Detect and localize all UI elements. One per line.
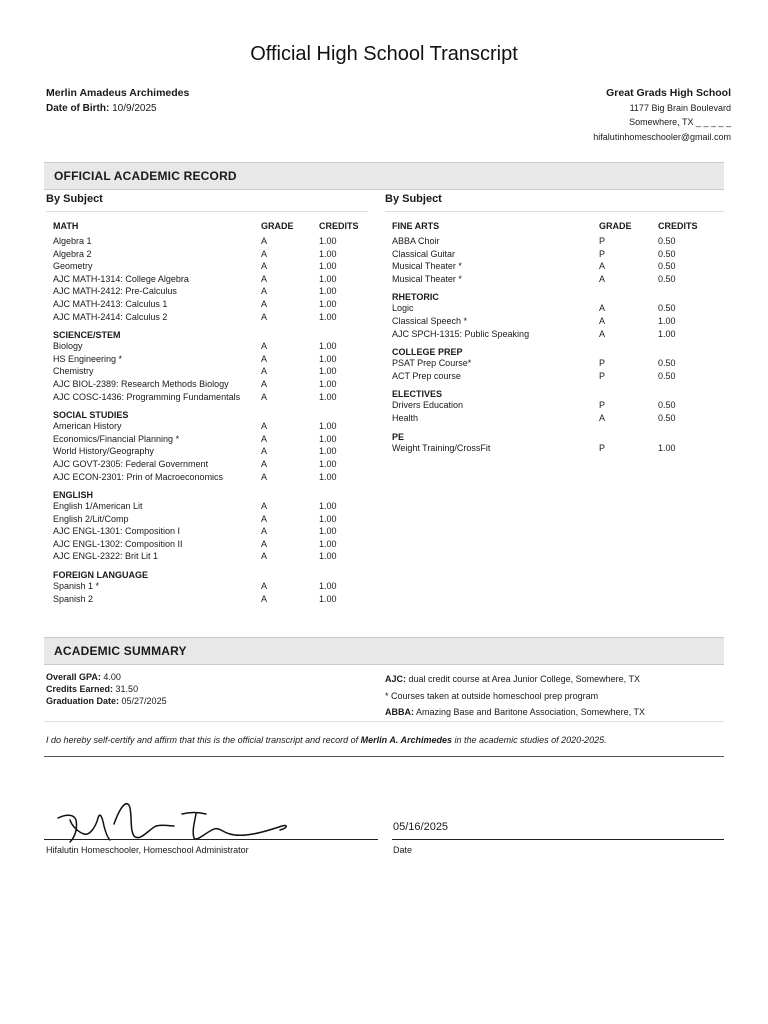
course-name: Economics/Financial Planning * [53,433,180,444]
course-name: AJC ECON-2301: Prin of Macroeconomics [53,471,224,482]
student-name: Merlin Amadeus Archimedes [46,87,190,99]
credits-label: Credits Earned: [46,684,114,694]
table-row [53,312,373,325]
note-ajc [385,671,645,688]
course-grade: A [261,311,268,322]
table-row [53,354,373,367]
section-label: PE [392,431,405,442]
school-info [593,86,731,144]
course-name: Classical Guitar [392,248,456,259]
certification-divider [44,756,724,757]
course-grade: P [599,442,606,453]
course-grade: A [261,286,268,297]
course-grade: A [261,513,268,524]
course-name: PSAT Prep Course* [392,358,472,369]
summary-stats [46,671,167,707]
course-name: HS Engineering * [53,353,123,364]
course-credits: 1.00 [319,551,337,562]
table-row [53,514,373,527]
course-name: Algebra 1 [53,236,92,246]
course-credits: 0.50 [658,400,676,411]
course-grade: A [261,458,268,469]
table-row [53,236,373,249]
academic-record-title: OFFICIAL ACADEMIC RECORD [54,169,237,183]
course-credits: 0.50 [658,303,676,314]
course-grade: A [261,526,268,537]
course-credits: 0.50 [658,358,676,369]
grade-header: GRADE [599,221,632,231]
academic-summary-header [44,637,724,665]
course-grade: A [261,341,268,352]
gpa-value: 4.00 [103,672,121,682]
right-by-subject-label: By Subject [385,193,442,205]
section-title: FINE ARTS [392,221,440,231]
table-row [53,446,373,459]
course-name: American History [53,421,122,432]
section-title [392,386,712,400]
table-row [53,274,373,287]
right-course-column [392,221,712,455]
credits-value: 31.50 [115,684,139,694]
table-row [53,261,373,274]
left-course-column [53,221,373,606]
section-label: ENGLISH [53,490,94,501]
course-name: AJC MATH-2412: Pre-Calculus [53,286,177,297]
school-address-2: Somewhere, TX _ _ _ _ _ [629,117,731,127]
table-row [53,366,373,379]
course-name: Logic [392,303,414,314]
section-title [53,407,373,421]
course-credits: 1.00 [319,286,337,297]
course-grade: A [261,273,268,284]
course-name: Musical Theater * [392,273,462,284]
credits-header: CREDITS [319,221,359,231]
table-row [392,400,712,413]
course-grade: P [599,248,606,259]
course-grade: P [599,370,606,381]
course-grade: P [599,400,606,411]
table-row [392,303,712,316]
table-row [53,472,373,485]
course-grade: A [261,391,268,402]
course-credits: 1.00 [319,513,337,524]
course-credits: 1.00 [319,298,337,309]
course-grade: A [261,581,268,592]
course-credits: 0.50 [658,370,676,381]
course-name: Classical Speech * [392,315,468,326]
course-credits: 1.00 [319,311,337,322]
credits-header: CREDITS [658,221,698,231]
course-name: English 1/American Lit [53,501,143,512]
section-title [392,344,712,358]
course-credits: 1.00 [319,501,337,512]
course-grade: A [261,248,268,259]
grade-header: GRADE [261,221,294,231]
table-row [392,236,712,249]
section-label: SCIENCE/STEM [53,330,121,341]
course-grade: A [261,353,268,364]
course-name: Spanish 1 * [53,581,100,592]
note-asterisk: * Courses taken at outside homeschool prep program [385,690,599,701]
signature-line [44,839,378,840]
section-title [53,487,373,501]
course-name: AJC SPCH-1315: Public Speaking [392,328,530,339]
graduation-date [46,695,167,707]
course-name: AJC MATH-2413: Calculus 1 [53,298,168,309]
section-title [392,429,712,443]
course-credits: 1.00 [319,353,337,364]
course-credits: 0.50 [658,273,676,284]
course-credits: 1.00 [319,593,337,604]
left-by-subject-label: By Subject [46,193,103,205]
grad-label: Graduation Date: [46,696,120,706]
academic-summary-title: ACADEMIC SUMMARY [54,644,187,658]
course-grade: P [599,236,606,246]
school-name: Great Grads High School [606,87,731,99]
section-title: MATH [53,221,79,231]
course-credits: 1.00 [319,236,337,246]
section-label: RHETORIC [392,292,439,303]
course-grade: A [599,412,606,423]
table-row [392,274,712,287]
certification-statement [46,735,607,745]
course-name: ACT Prep course [392,370,461,381]
table-row [392,249,712,262]
table-row [53,249,373,262]
course-grade: A [261,433,268,444]
cert-text-before: I do hereby self-certify and affirm that this is the official transcript and record of [46,735,359,745]
course-credits: 1.00 [319,433,337,444]
administrator-label: Hifalutin Homeschooler, Homeschool Administrator [46,845,249,855]
course-credits: 1.00 [319,273,337,284]
course-credits: 1.00 [319,261,337,272]
table-row [53,434,373,447]
course-grade: P [599,358,606,369]
course-grade: A [261,366,268,377]
note-abba-text: Amazing Base and Baritone Association, Somewhere, TX [416,707,645,717]
table-row [53,501,373,514]
table-row [53,581,373,594]
section-title [53,327,373,341]
course-name: Health [392,412,419,423]
table-row [53,341,373,354]
table-row [53,539,373,552]
section-label: SOCIAL STUDIES [53,410,129,421]
section-label: ELECTIVES [392,389,443,400]
administrator-signature [44,796,304,848]
academic-record-header [44,162,724,190]
course-name: AJC ENGL-1302: Composition II [53,538,183,549]
table-row [53,392,373,405]
course-name: Chemistry [53,366,94,377]
course-name: World History/Geography [53,446,154,457]
course-grade: A [599,315,606,326]
table-row [53,421,373,434]
section-label: COLLEGE PREP [392,347,463,358]
section-label: FOREIGN LANGUAGE [53,570,149,581]
note-ajc-label: AJC: [385,674,407,684]
overall-gpa [46,671,167,683]
table-row [53,299,373,312]
signature-date: 05/16/2025 [393,821,449,833]
course-name: Drivers Education [392,400,464,411]
table-row [53,526,373,539]
school-address-1: 1177 Big Brain Boulevard [629,102,731,113]
course-name: Algebra 2 [53,248,92,259]
course-grade: A [261,471,268,482]
cert-text-after: in the academic studies of 2020-2025. [454,735,607,745]
gpa-label: Overall GPA: [46,672,101,682]
course-credits: 0.50 [658,412,676,423]
table-row [392,261,712,274]
course-credits: 0.50 [658,236,676,246]
table-row [392,358,712,371]
note-abba-label: ABBA: [385,707,414,717]
table-row [53,594,373,607]
note-ajc-text: dual credit course at Area Junior College, Somewhere, TX [408,674,640,684]
course-name: AJC MATH-1314: College Algebra [53,273,189,284]
note-abba [385,704,645,721]
course-grade: A [261,261,268,272]
student-info [46,86,189,116]
course-grade: A [261,378,268,389]
course-name: AJC ENGL-2322: Brit Lit 1 [53,551,159,562]
course-name: Geometry [53,261,93,272]
course-grade: A [261,298,268,309]
date-line [392,839,724,840]
course-grade: A [599,261,606,272]
course-grade: A [261,593,268,604]
course-grade: A [261,551,268,562]
column-header [392,221,712,236]
course-grade: A [599,303,606,314]
course-credits: 1.00 [319,471,337,482]
course-name: Biology [53,341,83,352]
dob-label: Date of Birth: [46,103,110,114]
course-grade: A [261,501,268,512]
course-grade: A [599,273,606,284]
credits-earned [46,683,167,695]
course-name: AJC BIOL-2389: Research Methods Biology [53,378,229,389]
table-row [392,329,712,342]
course-credits: 1.00 [319,458,337,469]
column-header [53,221,373,236]
page-title: Official High School Transcript [250,43,518,65]
table-row [392,316,712,329]
course-name: AJC GOVT-2305: Federal Government [53,458,209,469]
school-email: hifalutinhomeschooler@gmail.com [593,131,731,142]
course-credits: 1.00 [319,538,337,549]
date-of-birth [46,101,189,116]
course-name: ABBA Choir [392,236,440,246]
table-row [53,459,373,472]
table-row [53,286,373,299]
course-credits: 1.00 [319,421,337,432]
course-grade: A [261,538,268,549]
course-name: Musical Theater * [392,261,462,272]
course-grade: A [261,236,268,246]
course-name: AJC ENGL-1301: Composition I [53,526,181,537]
summary-notes [385,671,645,721]
table-row [392,371,712,384]
date-label: Date [393,845,413,855]
course-name: Weight Training/CrossFit [392,442,491,453]
course-grade: A [261,421,268,432]
dob-value: 10/9/2025 [112,103,157,114]
summary-divider [44,721,724,722]
course-grade: A [261,446,268,457]
course-name: AJC COSC-1436: Programming Fundamentals [53,391,241,402]
right-column-divider [385,211,724,212]
course-credits: 1.00 [658,315,676,326]
table-row [53,379,373,392]
table-row [392,443,712,456]
course-credits: 1.00 [319,248,337,259]
course-name: AJC MATH-2414: Calculus 2 [53,311,168,322]
course-credits: 1.00 [319,341,337,352]
course-credits: 1.00 [319,526,337,537]
table-row [392,413,712,426]
course-credits: 1.00 [658,328,676,339]
course-credits: 1.00 [319,581,337,592]
course-name: Spanish 2 [53,593,94,604]
course-credits: 1.00 [319,446,337,457]
course-credits: 1.00 [319,391,337,402]
course-credits: 0.50 [658,261,676,272]
section-title [392,289,712,303]
table-row [53,551,373,564]
left-column-divider [46,211,368,212]
cert-student-name: Merlin A. Archimedes [360,735,453,745]
course-credits: 1.00 [658,442,676,453]
grad-value: 05/27/2025 [121,696,167,706]
course-credits: 1.00 [319,366,337,377]
course-name: English 2/Lit/Comp [53,513,129,524]
section-title [53,567,373,581]
course-credits: 1.00 [319,378,337,389]
course-credits: 0.50 [658,248,676,259]
course-grade: A [599,328,606,339]
